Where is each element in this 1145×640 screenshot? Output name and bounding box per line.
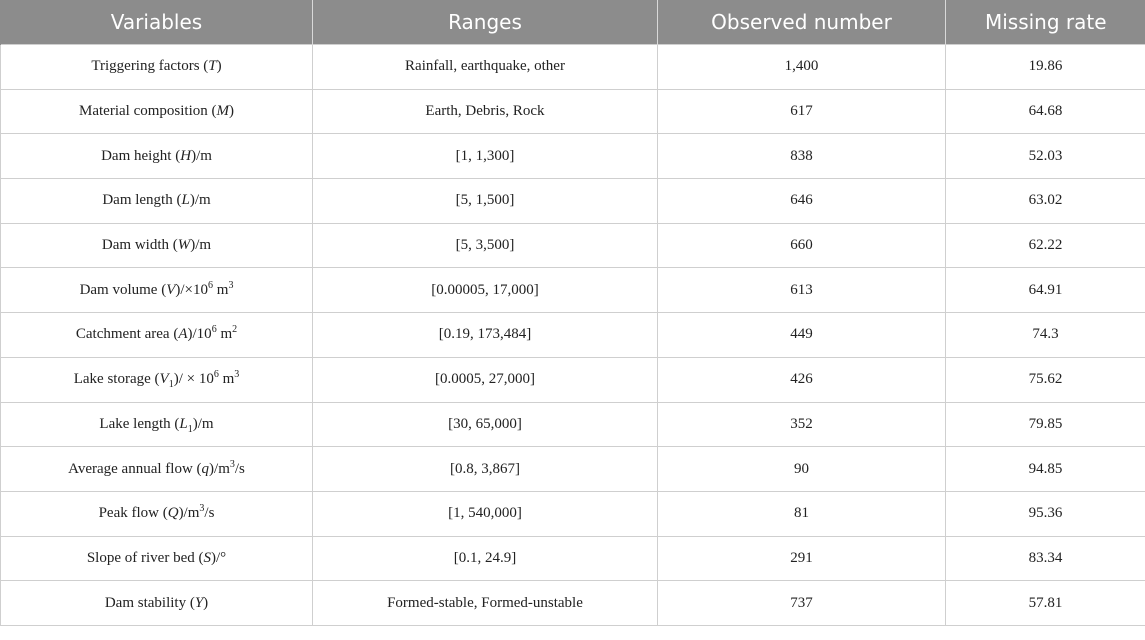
- missing-rate-cell: 94.85: [946, 447, 1145, 492]
- range-cell: [5, 3,500]: [313, 223, 658, 268]
- range-cell: [30, 65,000]: [313, 402, 658, 447]
- missing-rate-cell: 57.81: [946, 581, 1145, 626]
- header-row: [1, 0, 1145, 45]
- variable-cell: Average annual flow $(q)/m^3/s$: [1, 447, 313, 492]
- observed-number-cell: 737: [658, 581, 946, 626]
- range-cell: [1, 540,000]: [313, 491, 658, 536]
- table-row: [1, 89, 1145, 134]
- table-row: [1, 491, 1145, 536]
- observed-number-cell: 81: [658, 491, 946, 536]
- variable-cell: Lake storage $(V_1)/ \times 10^6$ $m^3$: [1, 357, 313, 402]
- header-missing-rate: Missing rate: [946, 0, 1145, 45]
- table-row: [1, 45, 1145, 90]
- missing-rate-cell: 62.22: [946, 223, 1145, 268]
- range-cell: Earth, Debris, Rock: [313, 89, 658, 134]
- variable-cell: Material composition (M): [1, 89, 313, 134]
- missing-rate-cell: 95.36: [946, 491, 1145, 536]
- observed-number-cell: 426: [658, 357, 946, 402]
- header-ranges: Ranges: [313, 0, 658, 45]
- range-cell: [0.1, 24.9]: [313, 536, 658, 581]
- missing-rate-cell: 75.62: [946, 357, 1145, 402]
- variable-cell: Slope of river bed (S)/°: [1, 536, 313, 581]
- range-cell: Rainfall, earthquake, other: [313, 45, 658, 90]
- table-body: [1, 45, 1145, 626]
- missing-rate-cell: 19.86: [946, 45, 1145, 90]
- missing-rate-cell: 52.03: [946, 134, 1145, 179]
- variable-cell: Dam height (H)/m: [1, 134, 313, 179]
- range-cell: [0.00005, 17,000]: [313, 268, 658, 313]
- variable-cell: Dam length (L)/m: [1, 179, 313, 224]
- observed-number-cell: 449: [658, 313, 946, 358]
- observed-number-cell: 617: [658, 89, 946, 134]
- table-row: [1, 179, 1145, 224]
- missing-rate-cell: 83.34: [946, 536, 1145, 581]
- variable-cell: Dam width (W)/m: [1, 223, 313, 268]
- table-row: [1, 581, 1145, 626]
- table-row: [1, 447, 1145, 492]
- table-row: [1, 134, 1145, 179]
- table-row: [1, 313, 1145, 358]
- missing-rate-cell: 63.02: [946, 179, 1145, 224]
- variable-cell: Catchment area $(A)/10^6$ $m^2$: [1, 313, 313, 358]
- variable-cell: Dam stability (Y): [1, 581, 313, 626]
- missing-rate-cell: 79.85: [946, 402, 1145, 447]
- observed-number-cell: 90: [658, 447, 946, 492]
- table-row: [1, 357, 1145, 402]
- table-header: [1, 0, 1145, 45]
- range-cell: Formed-stable, Formed-unstable: [313, 581, 658, 626]
- header-observed-number: Observed number: [658, 0, 946, 45]
- missing-rate-cell: 74.3: [946, 313, 1145, 358]
- variable-cell: Dam volume $(V)/\times 10^6$ $m^3$: [1, 268, 313, 313]
- observed-number-cell: 291: [658, 536, 946, 581]
- missing-rate-cell: 64.68: [946, 89, 1145, 134]
- observed-number-cell: 646: [658, 179, 946, 224]
- observed-number-cell: 1,400: [658, 45, 946, 90]
- range-cell: [0.8, 3,867]: [313, 447, 658, 492]
- range-cell: [1, 1,300]: [313, 134, 658, 179]
- variable-cell: Triggering factors (T): [1, 45, 313, 90]
- range-cell: [5, 1,500]: [313, 179, 658, 224]
- table-row: [1, 536, 1145, 581]
- variable-cell: Lake length $(L_1)/m$: [1, 402, 313, 447]
- table-row: [1, 402, 1145, 447]
- table-row: [1, 268, 1145, 313]
- range-cell: [0.19, 173,484]: [313, 313, 658, 358]
- variable-cell: Peak flow $(Q)/m^3/s$: [1, 491, 313, 536]
- observed-number-cell: 613: [658, 268, 946, 313]
- table-row: [1, 223, 1145, 268]
- observed-number-cell: 838: [658, 134, 946, 179]
- header-variables: Variables: [1, 0, 313, 45]
- range-cell: [0.0005, 27,000]: [313, 357, 658, 402]
- observed-number-cell: 660: [658, 223, 946, 268]
- missing-rate-cell: 64.91: [946, 268, 1145, 313]
- observed-number-cell: 352: [658, 402, 946, 447]
